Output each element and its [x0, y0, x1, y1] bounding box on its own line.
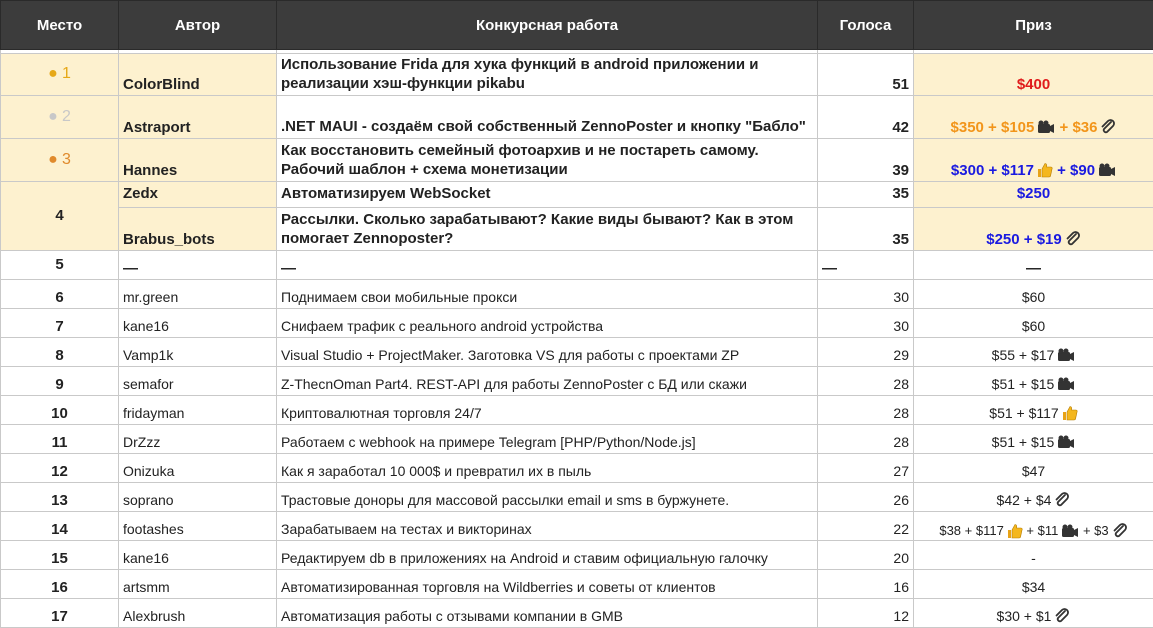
work-cell[interactable]: Автоматизируем WebSocket	[277, 182, 818, 208]
votes-cell: 22	[818, 512, 914, 541]
prize-cell: $47	[914, 454, 1153, 483]
votes-cell: 42	[818, 96, 914, 139]
table-row	[1, 396, 1153, 425]
table-row	[1, 54, 1153, 96]
work-cell[interactable]: Поднимаем свои мобильные прокси	[277, 280, 818, 309]
work-cell[interactable]: Visual Studio + ProjectMaker. Заготовка VS для работы с проектами ZP	[277, 338, 818, 367]
author-cell[interactable]: DrZzz	[119, 425, 277, 454]
prize-cell	[914, 96, 1153, 139]
place-cell: 5	[1, 251, 119, 280]
prize-cell	[914, 396, 1153, 425]
votes-cell: 20	[818, 541, 914, 570]
table-row	[1, 280, 1153, 309]
place-cell	[1, 54, 119, 96]
work-cell[interactable]: Трастовые доноры для массовой рассылки email и sms в буржунете.	[277, 483, 818, 512]
prize-part: $51 + $15	[992, 434, 1055, 450]
votes-cell: 28	[818, 396, 914, 425]
table-row	[1, 338, 1153, 367]
place-number: 1	[62, 65, 71, 82]
prize-cell: —	[914, 251, 1153, 280]
prize-part: $300 + $117	[951, 162, 1034, 179]
author-cell[interactable]: footashes	[119, 512, 277, 541]
header-prize[interactable]: Приз	[914, 1, 1153, 50]
author-cell[interactable]: —	[119, 251, 277, 280]
film-camera-icon	[1098, 163, 1116, 178]
prize-cell	[914, 139, 1153, 182]
work-cell[interactable]: Z-ThecnOman Part4. REST-API для работы ZennoPoster с БД или скажи	[277, 367, 818, 396]
prize-cell: $60	[914, 280, 1153, 309]
prize-part: $30 + $1	[997, 608, 1052, 624]
prize-cell	[914, 425, 1153, 454]
votes-cell: 27	[818, 454, 914, 483]
author-cell[interactable]: Astraport	[119, 96, 277, 139]
prize-part: $51 + $117	[989, 405, 1058, 421]
prize-cell	[914, 512, 1153, 541]
table-row	[1, 139, 1153, 182]
thumbs-up-icon	[1037, 162, 1053, 178]
votes-cell: 26	[818, 483, 914, 512]
votes-cell: 29	[818, 338, 914, 367]
header-place[interactable]: Место	[1, 1, 119, 50]
author-cell[interactable]: Onizuka	[119, 454, 277, 483]
table-row	[1, 570, 1153, 599]
paperclip-icon	[1054, 492, 1070, 508]
place-cell: 6	[1, 280, 119, 309]
thumbs-up-icon	[1062, 405, 1078, 421]
votes-cell: 51	[818, 54, 914, 96]
gold-medal-icon: ●	[48, 65, 58, 82]
work-cell[interactable]: Рассылки. Сколько зарабатывают? Какие виды бывают? Как в этом помогает Zennoposter?	[277, 208, 818, 251]
author-cell[interactable]: Vamp1k	[119, 338, 277, 367]
table-row	[1, 182, 1153, 208]
film-camera-icon	[1037, 120, 1055, 135]
votes-cell: 30	[818, 280, 914, 309]
paperclip-icon	[1100, 119, 1116, 135]
place-cell: 10	[1, 396, 119, 425]
film-camera-icon	[1061, 524, 1079, 539]
place-cell: 11	[1, 425, 119, 454]
place-cell: 8	[1, 338, 119, 367]
prize-part: + $90	[1053, 162, 1095, 179]
prize-cell	[914, 338, 1153, 367]
work-cell[interactable]: Снифаем трафик с реального android устройства	[277, 309, 818, 338]
place-cell	[1, 139, 119, 182]
silver-medal-icon: ●	[48, 108, 58, 125]
author-cell[interactable]: mr.green	[119, 280, 277, 309]
place-cell: 15	[1, 541, 119, 570]
paperclip-icon	[1054, 608, 1070, 624]
prize-part: + $11	[1023, 523, 1059, 538]
table-row	[1, 96, 1153, 139]
work-cell[interactable]: Редактируем db в приложениях на Android и ставим официальную галочку	[277, 541, 818, 570]
place-cell: 14	[1, 512, 119, 541]
prize-part: + $3	[1079, 523, 1108, 538]
place-number: 3	[62, 151, 71, 168]
votes-cell: 28	[818, 425, 914, 454]
prize-cell	[914, 483, 1153, 512]
prize-cell: $34	[914, 570, 1153, 599]
table-row	[1, 512, 1153, 541]
table-row	[1, 208, 1153, 251]
author-cell[interactable]: Alexbrush	[119, 599, 277, 628]
prize-cell	[914, 599, 1153, 628]
place-cell: 12	[1, 454, 119, 483]
table-row	[1, 483, 1153, 512]
prize-part: $42 + $4	[997, 492, 1052, 508]
prize-cell	[914, 367, 1153, 396]
votes-cell: 35	[818, 208, 914, 251]
work-cell[interactable]: —	[277, 251, 818, 280]
votes-cell: —	[818, 251, 914, 280]
prize-part: $250 + $19	[986, 231, 1062, 248]
prize-cell: -	[914, 541, 1153, 570]
header-row	[1, 1, 1153, 50]
prize-part: $38 + $117	[939, 523, 1003, 538]
votes-cell: 12	[818, 599, 914, 628]
place-cell: 13	[1, 483, 119, 512]
bronze-medal-icon: ●	[48, 151, 58, 168]
work-cell[interactable]: Автоматизированная торговля на Wildberries и советы от клиентов	[277, 570, 818, 599]
votes-cell: 35	[818, 182, 914, 208]
work-cell[interactable]: .NET MAUI - создаём свой собственный ZennoPoster и кнопку "Бабло"	[277, 96, 818, 139]
header-votes[interactable]: Голоса	[818, 1, 914, 50]
work-cell[interactable]: Криптовалютная торговля 24/7	[277, 396, 818, 425]
votes-cell: 28	[818, 367, 914, 396]
author-cell[interactable]: kane16	[119, 541, 277, 570]
table-row	[1, 425, 1153, 454]
prize-part: $55 + $17	[992, 347, 1055, 363]
table-row	[1, 541, 1153, 570]
paperclip-icon	[1112, 523, 1128, 539]
place-cell: 7	[1, 309, 119, 338]
author-cell[interactable]: Brabus_bots	[119, 208, 277, 251]
prize-part: $51 + $15	[992, 376, 1055, 392]
place-cell: 9	[1, 367, 119, 396]
header-author[interactable]: Автор	[119, 1, 277, 50]
votes-cell: 30	[818, 309, 914, 338]
film-camera-icon	[1057, 435, 1075, 450]
paperclip-icon	[1065, 231, 1081, 247]
work-cell[interactable]: Автоматизация работы с отзывами компании в GMB	[277, 599, 818, 628]
work-cell[interactable]: Использование Frida для хука функций в android приложении и реализации хэш-функции pikabu	[277, 54, 818, 96]
votes-cell: 39	[818, 139, 914, 182]
place-number: 2	[62, 108, 71, 125]
author-cell[interactable]: kane16	[119, 309, 277, 338]
place-cell: 17	[1, 599, 119, 628]
author-cell[interactable]: fridayman	[119, 396, 277, 425]
prize-part: + $36	[1055, 119, 1097, 136]
votes-cell: 16	[818, 570, 914, 599]
author-cell[interactable]: Zedx	[119, 182, 277, 208]
prize-cell: $60	[914, 309, 1153, 338]
prize-cell: $400	[914, 54, 1153, 96]
work-cell[interactable]: Как я заработал 10 000$ и превратил их в пыль	[277, 454, 818, 483]
prize-part: $350 + $105	[951, 119, 1035, 136]
work-cell[interactable]: Зарабатываем на тестах и викторинах	[277, 512, 818, 541]
author-cell[interactable]: ColorBlind	[119, 54, 277, 96]
header-work[interactable]: Конкурсная работа	[277, 1, 818, 50]
table-row	[1, 367, 1153, 396]
table-row	[1, 599, 1153, 628]
prize-cell	[914, 208, 1153, 251]
table-row	[1, 309, 1153, 338]
table-row	[1, 251, 1153, 280]
table-row	[1, 454, 1153, 483]
thumbs-up-icon	[1007, 523, 1023, 539]
author-cell[interactable]: soprano	[119, 483, 277, 512]
work-cell[interactable]: Работаем с webhook на примере Telegram [PHP/Python/Node.js]	[277, 425, 818, 454]
film-camera-icon	[1057, 348, 1075, 363]
place-cell: 4	[1, 182, 119, 251]
author-cell[interactable]: artsmm	[119, 570, 277, 599]
prize-cell: $250	[914, 182, 1153, 208]
author-cell[interactable]: Hannes	[119, 139, 277, 182]
film-camera-icon	[1057, 377, 1075, 392]
author-cell[interactable]: semafor	[119, 367, 277, 396]
place-cell: 16	[1, 570, 119, 599]
place-cell	[1, 96, 119, 139]
work-cell[interactable]: Как восстановить семейный фотоархив и не постареть самому. Рабочий шаблон + схема монетизации	[277, 139, 818, 182]
